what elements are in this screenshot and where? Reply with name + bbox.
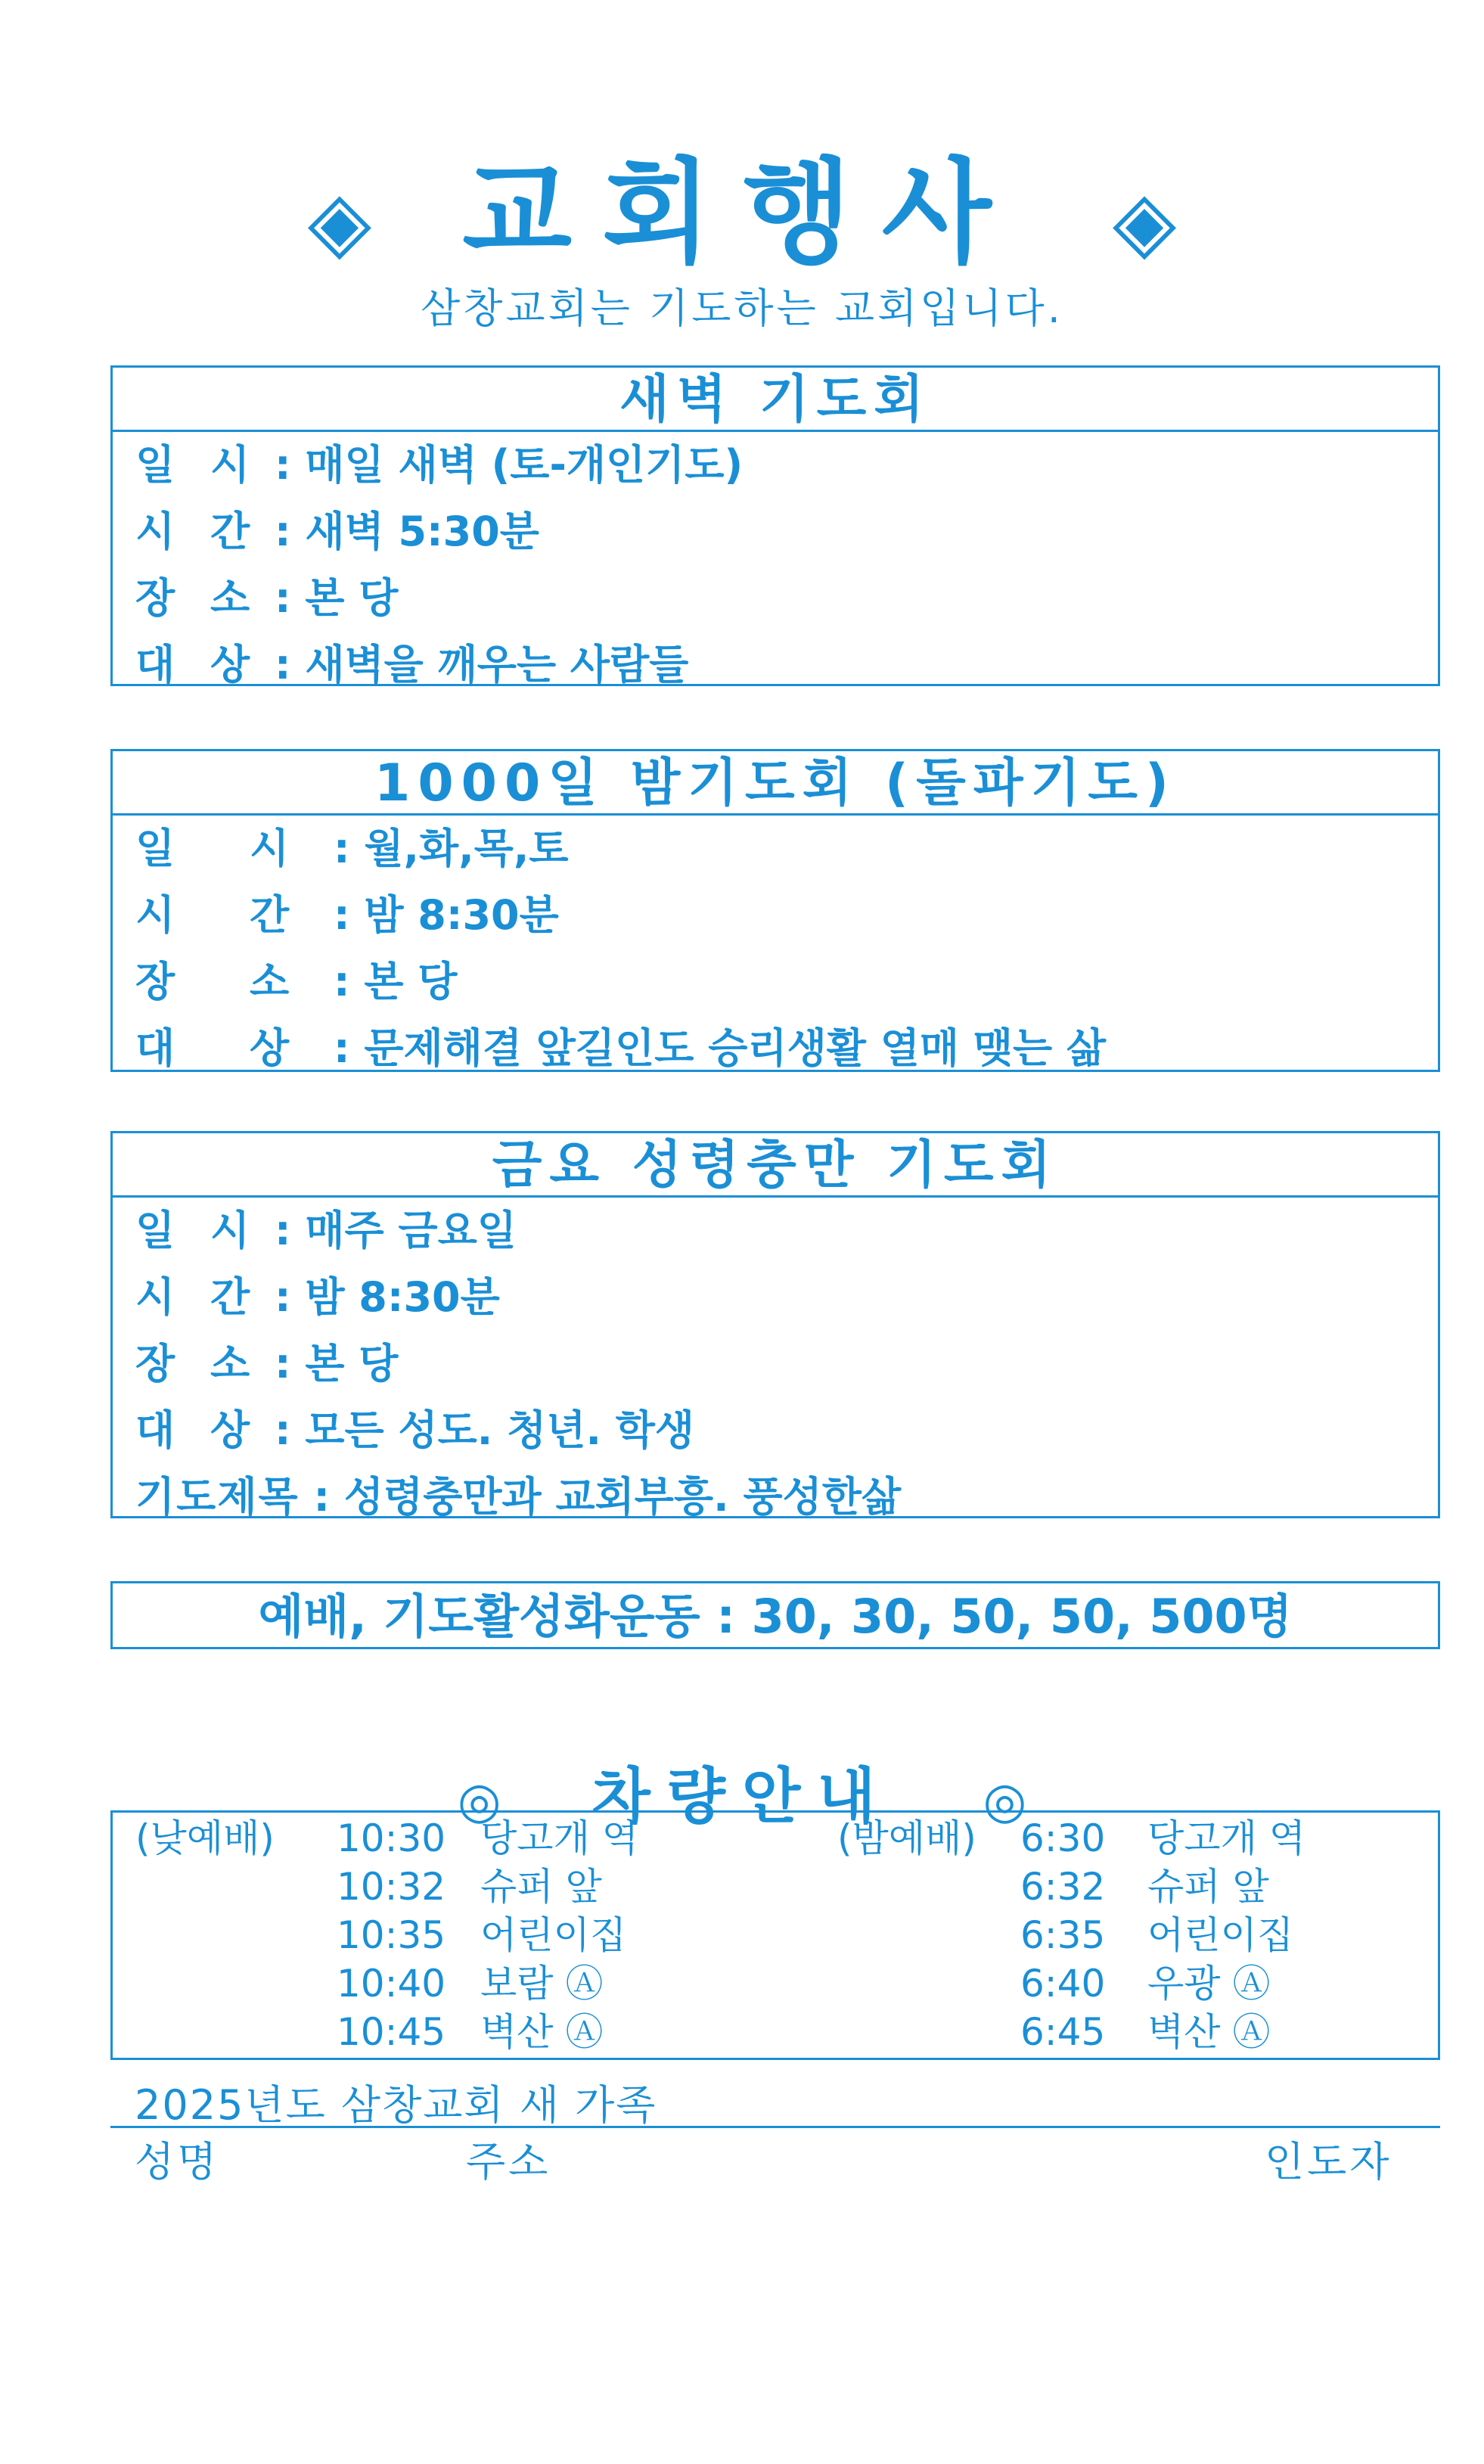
stop-time: 6:32 bbox=[1020, 1865, 1106, 1909]
stop-place: 어린이집 bbox=[1147, 1913, 1294, 1957]
row-label: 대 상 bbox=[135, 641, 261, 688]
stop-place: 벽산 Ⓐ bbox=[480, 2010, 604, 2054]
info-row bbox=[113, 949, 1438, 1015]
row-label: 시 간 bbox=[135, 891, 320, 939]
vehicle-title-text: 차량안내 bbox=[591, 1761, 893, 1832]
row-value: : 밤 8:30분 bbox=[274, 1273, 500, 1321]
stop-time: 6:40 bbox=[1020, 1962, 1106, 2006]
row-value: : 매주 금요일 bbox=[274, 1207, 517, 1254]
stop-place: 우광 Ⓐ bbox=[1147, 1962, 1271, 2006]
info-row bbox=[113, 632, 1438, 698]
row-value: : 새벽 5:30분 bbox=[274, 508, 539, 555]
stop-place: 당고개 역 bbox=[480, 1816, 639, 1860]
day-service-label: (낮예배) bbox=[135, 1816, 275, 1860]
stop-time: 10:45 bbox=[337, 2010, 446, 2054]
row-value: : 본 당 bbox=[274, 1340, 399, 1387]
stop-time: 10:40 bbox=[337, 1962, 446, 2006]
info-row bbox=[113, 1264, 1438, 1331]
stop-time: 10:30 bbox=[337, 1816, 446, 1860]
stop-time: 10:32 bbox=[337, 1865, 446, 1909]
info-row bbox=[113, 1397, 1438, 1464]
info-row bbox=[113, 499, 1438, 565]
circle-icon: ◎ bbox=[457, 1771, 501, 1830]
row-label: 장 소 bbox=[135, 958, 320, 1005]
friday-prayer-box bbox=[110, 1131, 1440, 1521]
stop-place: 슈퍼 앞 bbox=[1147, 1865, 1269, 1909]
info-row bbox=[113, 816, 1438, 882]
diamond-icon: ◈ bbox=[1112, 172, 1177, 269]
stop-time: 6:35 bbox=[1020, 1913, 1106, 1957]
row-label: 장 소 bbox=[135, 1340, 261, 1387]
title-text: 교회행사 bbox=[462, 148, 1022, 279]
info-row bbox=[113, 1015, 1438, 1082]
stop-time: 10:35 bbox=[337, 1913, 446, 1957]
info-row bbox=[113, 882, 1438, 949]
column-guide: 인도자 bbox=[1265, 2138, 1392, 2186]
stop-time: 6:30 bbox=[1020, 1816, 1106, 1860]
diamond-icon: ◈ bbox=[307, 172, 372, 269]
row-label: 대 상 bbox=[135, 1024, 320, 1072]
row-label: 일 시 bbox=[135, 1207, 261, 1254]
column-name: 성명 bbox=[135, 2138, 220, 2186]
stop-place: 벽산 Ⓐ bbox=[1147, 2010, 1271, 2054]
divider bbox=[110, 2126, 1440, 2128]
row-label: 장 소 bbox=[135, 574, 261, 622]
row-label: 일 시 bbox=[135, 825, 320, 872]
stop-place: 어린이집 bbox=[480, 1913, 627, 1957]
circle-icon: ◎ bbox=[983, 1771, 1027, 1830]
row-value: : 본 당 bbox=[274, 574, 399, 622]
night-service-label: (밤예배) bbox=[837, 1816, 976, 1860]
info-row bbox=[113, 432, 1438, 499]
row-value: : 밤 8:30분 bbox=[333, 891, 559, 939]
dawn-prayer-box bbox=[110, 365, 1440, 686]
column-address: 주소 bbox=[466, 2138, 551, 2186]
new-family-title: 2025년도 삼창교회 새 가족 bbox=[135, 2081, 657, 2129]
page-title bbox=[0, 121, 1484, 284]
info-row bbox=[113, 1331, 1438, 1397]
row-label: 일 시 bbox=[135, 441, 261, 489]
row-label: 대 상 bbox=[135, 1406, 261, 1454]
stop-place: 당고개 역 bbox=[1147, 1816, 1306, 1860]
friday-prayer-heading: 금요 성령충만 기도회 bbox=[113, 1133, 1438, 1198]
dawn-prayer-heading: 새벽 기도회 bbox=[113, 368, 1438, 432]
night-prayer-heading: 1000일 밤기도회 (돌파기도) bbox=[113, 751, 1438, 816]
row-label: 시 간 bbox=[135, 1273, 261, 1321]
row-value: : 모든 성도. 청년. 학생 bbox=[274, 1406, 695, 1454]
stop-time: 6:45 bbox=[1020, 2010, 1106, 2054]
row-value: : 매일 새벽 (토-개인기도) bbox=[274, 441, 744, 489]
info-row bbox=[113, 565, 1438, 632]
row-value: : 성령충만과 교회부흥. 풍성한삶 bbox=[313, 1473, 902, 1521]
vehicle-schedule-box bbox=[110, 1810, 1440, 2060]
night-prayer-box bbox=[110, 749, 1440, 1072]
row-value: : 문제해결 앞길인도 승리생활 열매 맺는 삶 bbox=[333, 1024, 1107, 1072]
info-row bbox=[113, 1464, 1438, 1530]
row-value: : 새벽을 깨우는 사람들 bbox=[274, 641, 689, 688]
row-value: : 본 당 bbox=[333, 958, 458, 1005]
row-label: 시 간 bbox=[135, 508, 261, 555]
subtitle: 삼창교회는 기도하는 교회입니다. bbox=[421, 284, 1063, 332]
row-value: : 월,화,목,토 bbox=[333, 825, 569, 872]
stop-place: 보람 Ⓐ bbox=[480, 1962, 604, 2006]
row-label: 기도제목 bbox=[135, 1473, 300, 1521]
info-row bbox=[113, 1198, 1438, 1264]
stop-place: 슈퍼 앞 bbox=[480, 1865, 602, 1909]
campaign-banner: 예배, 기도활성화운동 : 30, 30, 50, 50, 500명 bbox=[110, 1581, 1440, 1649]
